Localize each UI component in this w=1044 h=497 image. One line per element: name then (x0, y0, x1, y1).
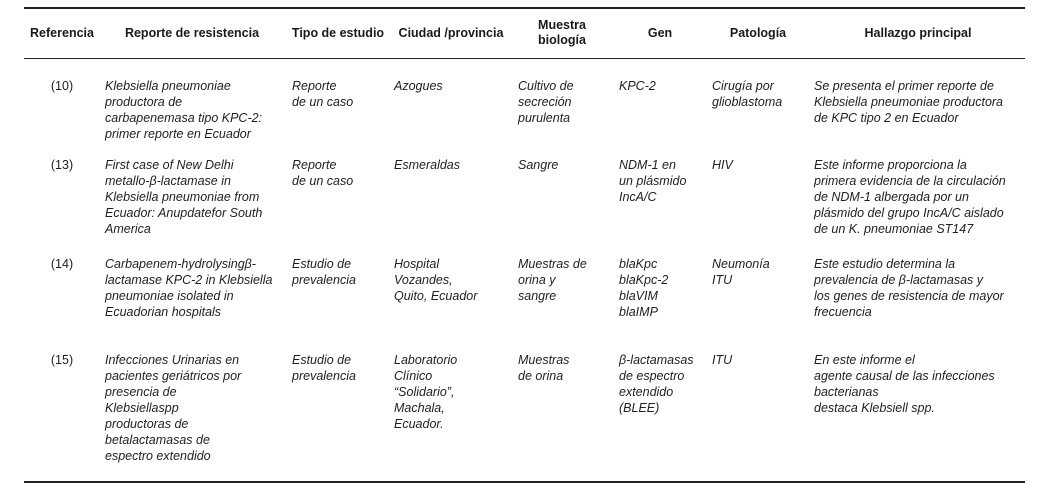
header-gen: Gen (647, 26, 673, 40)
row-study: Estudio de prevalencia (292, 257, 356, 287)
row-gene: blaKpc blaKpc-2 blaVIM blaIMP (619, 257, 669, 319)
row-report: Carbapenem-hydrolysingβ- lactamase KPC-2 in Klebsiella pneumoniae isolated in Ecuadorian hospitals (105, 257, 273, 319)
row-study: Reporte de un caso (292, 158, 354, 188)
row-city: Laboratorio Clínico “Solidario”, Machala, Ecuador. (394, 353, 458, 431)
row-report: First case of New Delhi metallo-β-lactamase in Klebsiella pneumoniae from Ecuador: Anupdatefor South America (105, 158, 263, 236)
header-hallazgo: Hallazgo principal (864, 26, 972, 40)
row-sample: Sangre (518, 158, 559, 172)
header-ciudad: Ciudad /provincia (398, 26, 504, 40)
row-study: Reporte de un caso (292, 79, 354, 109)
table-bottom-rule (24, 481, 1025, 483)
row-city: Hospital Vozandes, Quito, Ecuador (394, 257, 478, 303)
row-report: Infecciones Urinarias en pacientes geriátricos por presencia de Klebsiellaspp productoras de betalactamasas de espectro extendido (105, 353, 242, 463)
header-tipo-estudio: Tipo de estudio (291, 26, 385, 40)
row-finding: Este informe proporciona la primera evidencia de la circulación de NDM-1 albergada por un plásmido del grupo IncA/C aislado de un K. pneumoniae ST147 (814, 158, 1006, 236)
row-finding: Este estudio determina la prevalencia de β-lactamasas y los genes de resistencia de mayor frecuencia (814, 257, 1004, 319)
row-gene: NDM-1 en un plásmido IncA/C (619, 158, 687, 204)
row-sample: Cultivo de secreción purulenta (518, 79, 574, 125)
header-patologia: Patología (729, 26, 787, 40)
header-reporte: Reporte de resistencia (124, 26, 260, 40)
row-pathology: Cirugía por glioblastoma (712, 79, 783, 109)
row-sample: Muestras de orina (518, 353, 570, 383)
row-city: Esmeraldas (394, 158, 460, 172)
header-muestra: Muestra biología (538, 18, 586, 47)
row-ref: (15) (50, 353, 74, 367)
row-pathology: Neumonía ITU (712, 257, 770, 287)
row-study: Estudio de prevalencia (292, 353, 356, 383)
row-finding: En este informe el agente causal de las infecciones bacterianas destaca Klebsiell spp. (814, 353, 995, 415)
row-pathology: HIV (712, 158, 733, 172)
row-city: Azogues (394, 79, 443, 93)
row-ref: (10) (50, 79, 74, 93)
row-ref: (14) (50, 257, 74, 271)
header-referencia: Referencia (30, 26, 94, 40)
row-report: Klebsiella pneumoniae productora de carbapenemasa tipo KPC-2: primer reporte en Ecuador (105, 79, 263, 141)
row-gene: β-lactamasas de espectro extendido (BLEE) (619, 353, 694, 415)
row-gene: KPC-2 (619, 79, 656, 93)
row-sample: Muestras de orina y sangre (518, 257, 587, 303)
row-ref: (13) (50, 158, 74, 172)
row-finding: Se presenta el primer reporte de Klebsiella pneumoniae productora de KPC tipo 2 en Ecuador (814, 79, 1004, 125)
table-top-rule (24, 7, 1025, 9)
row-pathology: ITU (712, 353, 733, 367)
table-header-rule (24, 58, 1025, 59)
